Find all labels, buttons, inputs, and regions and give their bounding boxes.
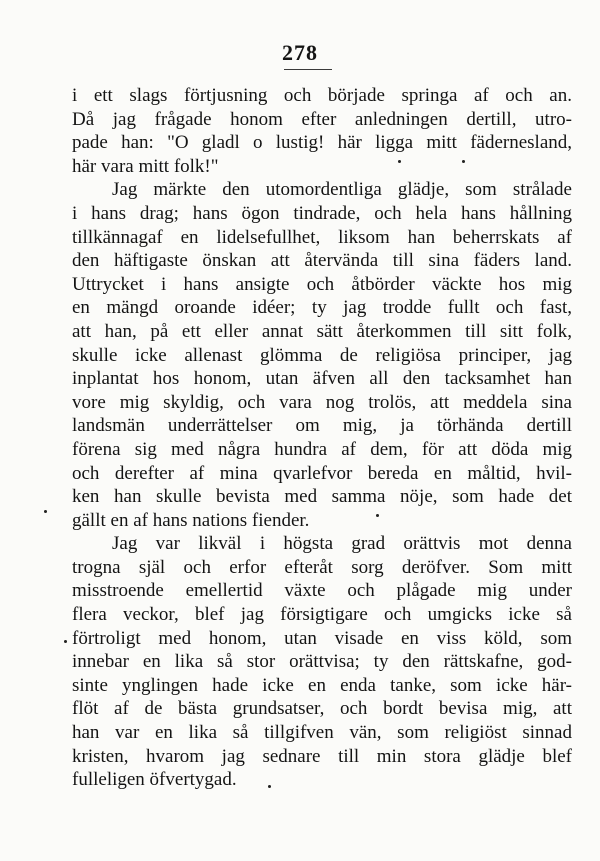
text-line: fulleligen öfvertygad.: [72, 769, 237, 791]
margin-mark: [44, 510, 47, 513]
text-line: att han, på ett eller annat sätt återkommen till sitt folk,: [72, 320, 572, 342]
text-line: pade han: "O gladl o lustig! här ligga mitt fädernesland,: [72, 132, 572, 154]
text-line: inplantat hos honom, utan äfven all den tacksamhet han: [72, 368, 572, 390]
text-line: innebar en lika så stor orättvisa; ty den rättskafne, god-: [72, 651, 572, 673]
text-line: flera veckor, blef jag försigtigare och umgicks icke så: [72, 604, 572, 626]
text-line: gällt en af hans nations fiender.: [72, 509, 310, 531]
text-line: den häftigaste önskan att återvända till sina fäders land.: [72, 250, 572, 272]
text-line: Jag var likväl i högsta grad orättvis mot denna: [112, 533, 572, 555]
text-line: tillkännagaf en lidelsefullhet, liksom han beherrskats af: [72, 226, 572, 248]
text-line: skulle icke allenast glömma de religiösa principer, jag: [72, 344, 572, 366]
ink-speck: [376, 514, 379, 517]
body-text: [72, 84, 572, 792]
text-line: flöt af de bästa grundsatser, och bordt bevisa mig, att: [72, 698, 572, 720]
text-line: vore mig skyldig, och vara nog trolös, att meddela sina: [72, 391, 572, 413]
margin-mark: [64, 640, 67, 643]
page-number: 278: [282, 40, 318, 65]
ink-speck: [462, 160, 465, 163]
text-line: ken han skulle bevista med samma nöje, som hade det: [72, 486, 572, 508]
text-line: Då jag frågade honom efter anledningen dertill, utro-: [72, 108, 572, 130]
text-line: förtroligt med honom, utan visade en viss köld, som: [72, 627, 572, 649]
page-number-rule: [284, 69, 332, 70]
text-line: misstroende emellertid växte och plågade mig under: [72, 580, 572, 602]
text-line: Jag märkte den utomordentliga glädje, som strålade: [112, 179, 572, 201]
text-line: landsmän underrättelser om mig, ja törhända dertill: [72, 415, 572, 437]
text-line: i ett slags förtjusning och började springa af och an.: [72, 85, 572, 106]
text-line: här vara mitt folk!": [72, 155, 219, 177]
ink-speck: [398, 160, 401, 163]
text-line: han var en lika så tillgifven vän, som religiöst sinnad: [72, 722, 572, 744]
text-line: förena sig med några hundra af dem, för att döda mig: [72, 438, 572, 460]
text-line: i hans drag; hans ögon tindrade, och hela hans hållning: [72, 202, 572, 224]
ink-speck: [268, 785, 271, 788]
text-line: Uttrycket i hans ansigte och åtbörder väckte hos mig: [72, 273, 572, 295]
text-line: och derefter af mina qvarlefvor bereda en måltid, hvil-: [72, 462, 572, 484]
text-line: sinte ynglingen hade icke en enda tanke, som icke här-: [72, 674, 572, 696]
text-line: trogna själ och erfor efteråt sorg deröfver. Som mitt: [72, 556, 572, 578]
text-line: en mängd oroande idéer; ty jag trodde fullt och fast,: [72, 297, 572, 319]
text-line: kristen, hvarom jag sednare till min stora glädje blef: [72, 745, 572, 767]
